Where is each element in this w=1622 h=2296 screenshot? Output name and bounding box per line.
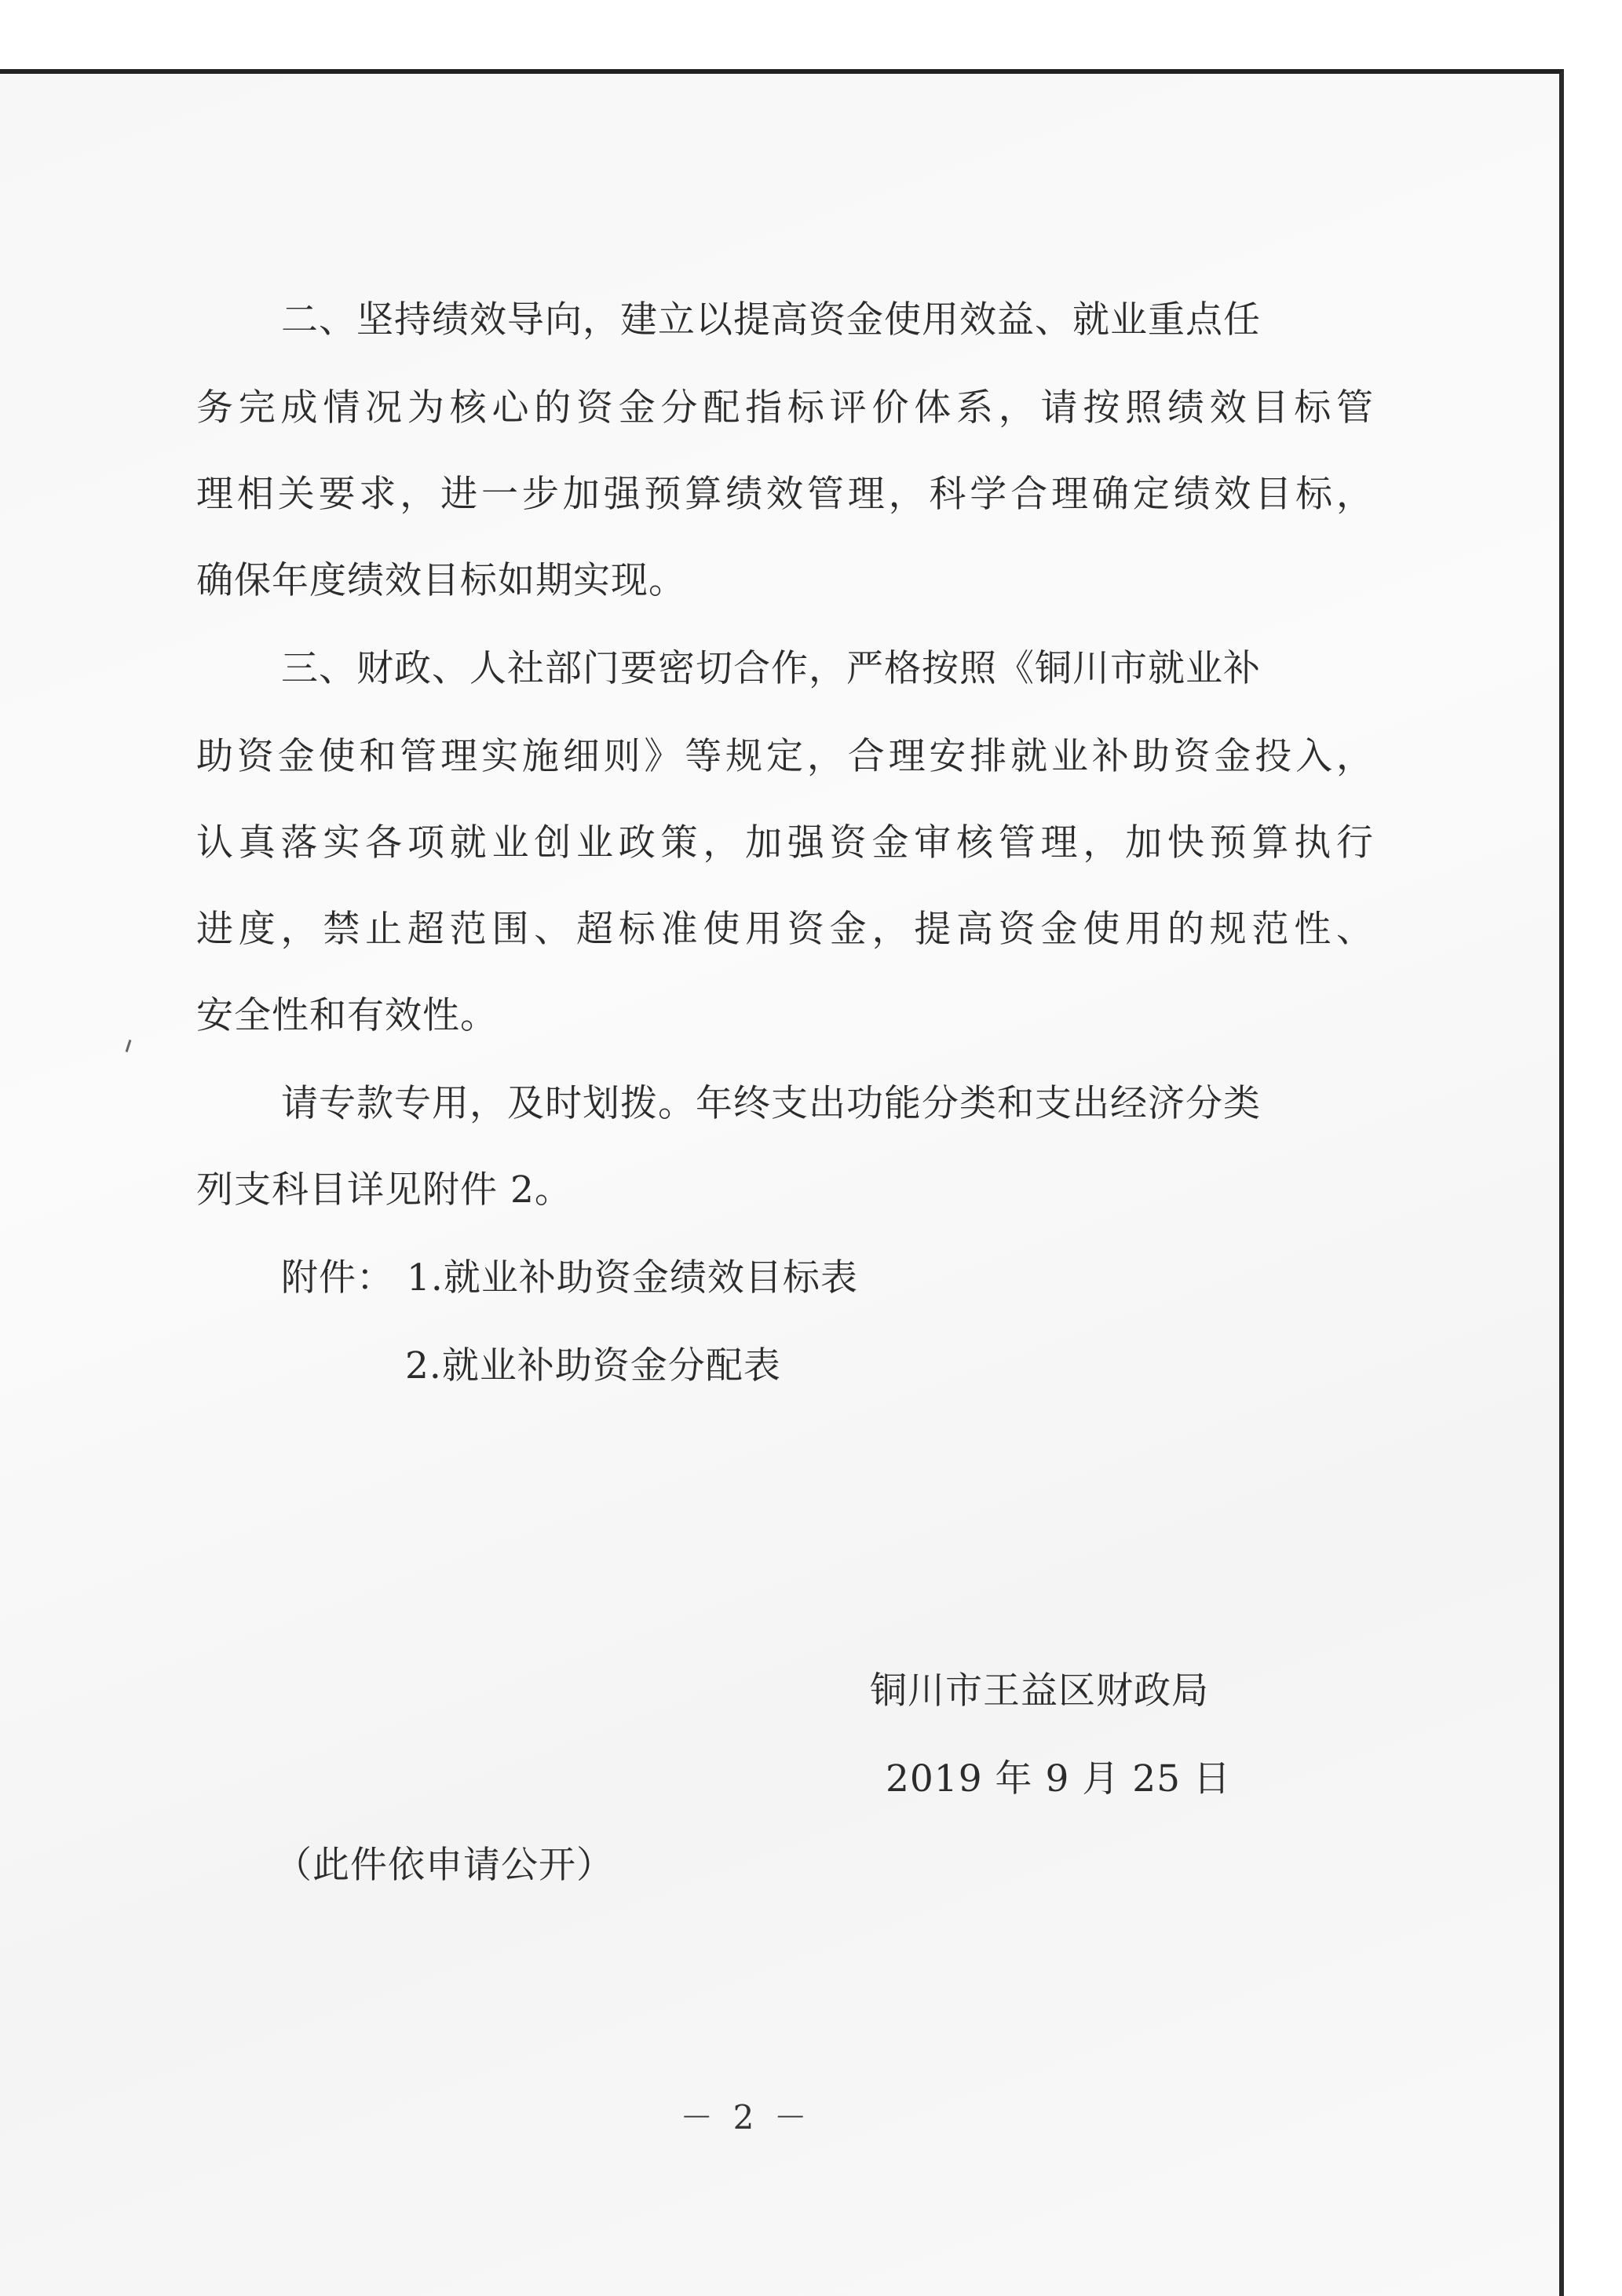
para2-line-4: 确保年度绩效目标如期实现。 [196,559,686,602]
page-number: － 2 － [680,2098,812,2137]
attachment-item-2: 2.就业补助资金分配表 [405,1344,781,1387]
attachment-item-1: 1.就业补助资金绩效目标表 [407,1256,858,1300]
scan-margin-top [0,0,1622,69]
para2-line-1: 二、坚持绩效导向，建立以提高资金使用效益、就业重点任 [281,298,1261,342]
para3-line-5: 安全性和有效性。 [196,994,498,1037]
signature-date: 2019 年 9 月 25 日 [886,1757,1232,1801]
document-sheet [0,69,1564,2296]
attachments-label: 附件： [281,1256,394,1300]
para3-line-1: 三、财政、人社部门要密切合作，严格按照《铜川市就业补 [281,647,1261,690]
scan-speck [126,1040,132,1052]
para2-line-3: 理相关要求，进一步加强预算绩效管理，科学合理确定绩效目标， [196,473,1374,516]
para4-line-2: 列支科目详见附件 2。 [196,1168,572,1212]
scan-margin-right [1564,69,1622,2296]
para3-line-3: 认真落实各项就业创业政策，加强资金审核管理，加快预算执行 [196,821,1374,865]
para3-line-2: 助资金使和管理实施细则》等规定，合理安排就业补助资金投入， [196,735,1374,778]
para4-line-1: 请专款专用，及时划拨。年终支出功能分类和支出经济分类 [281,1082,1261,1125]
signature-organization: 铜川市王益区财政局 [870,1669,1209,1713]
para2-line-2: 务完成情况为核心的资金分配指标评价体系，请按照绩效目标管 [196,386,1374,430]
disclosure-note: （此件依申请公开） [275,1844,614,1887]
para3-line-4: 进度，禁止超范围、超标准使用资金，提高资金使用的规范性、 [196,908,1374,951]
